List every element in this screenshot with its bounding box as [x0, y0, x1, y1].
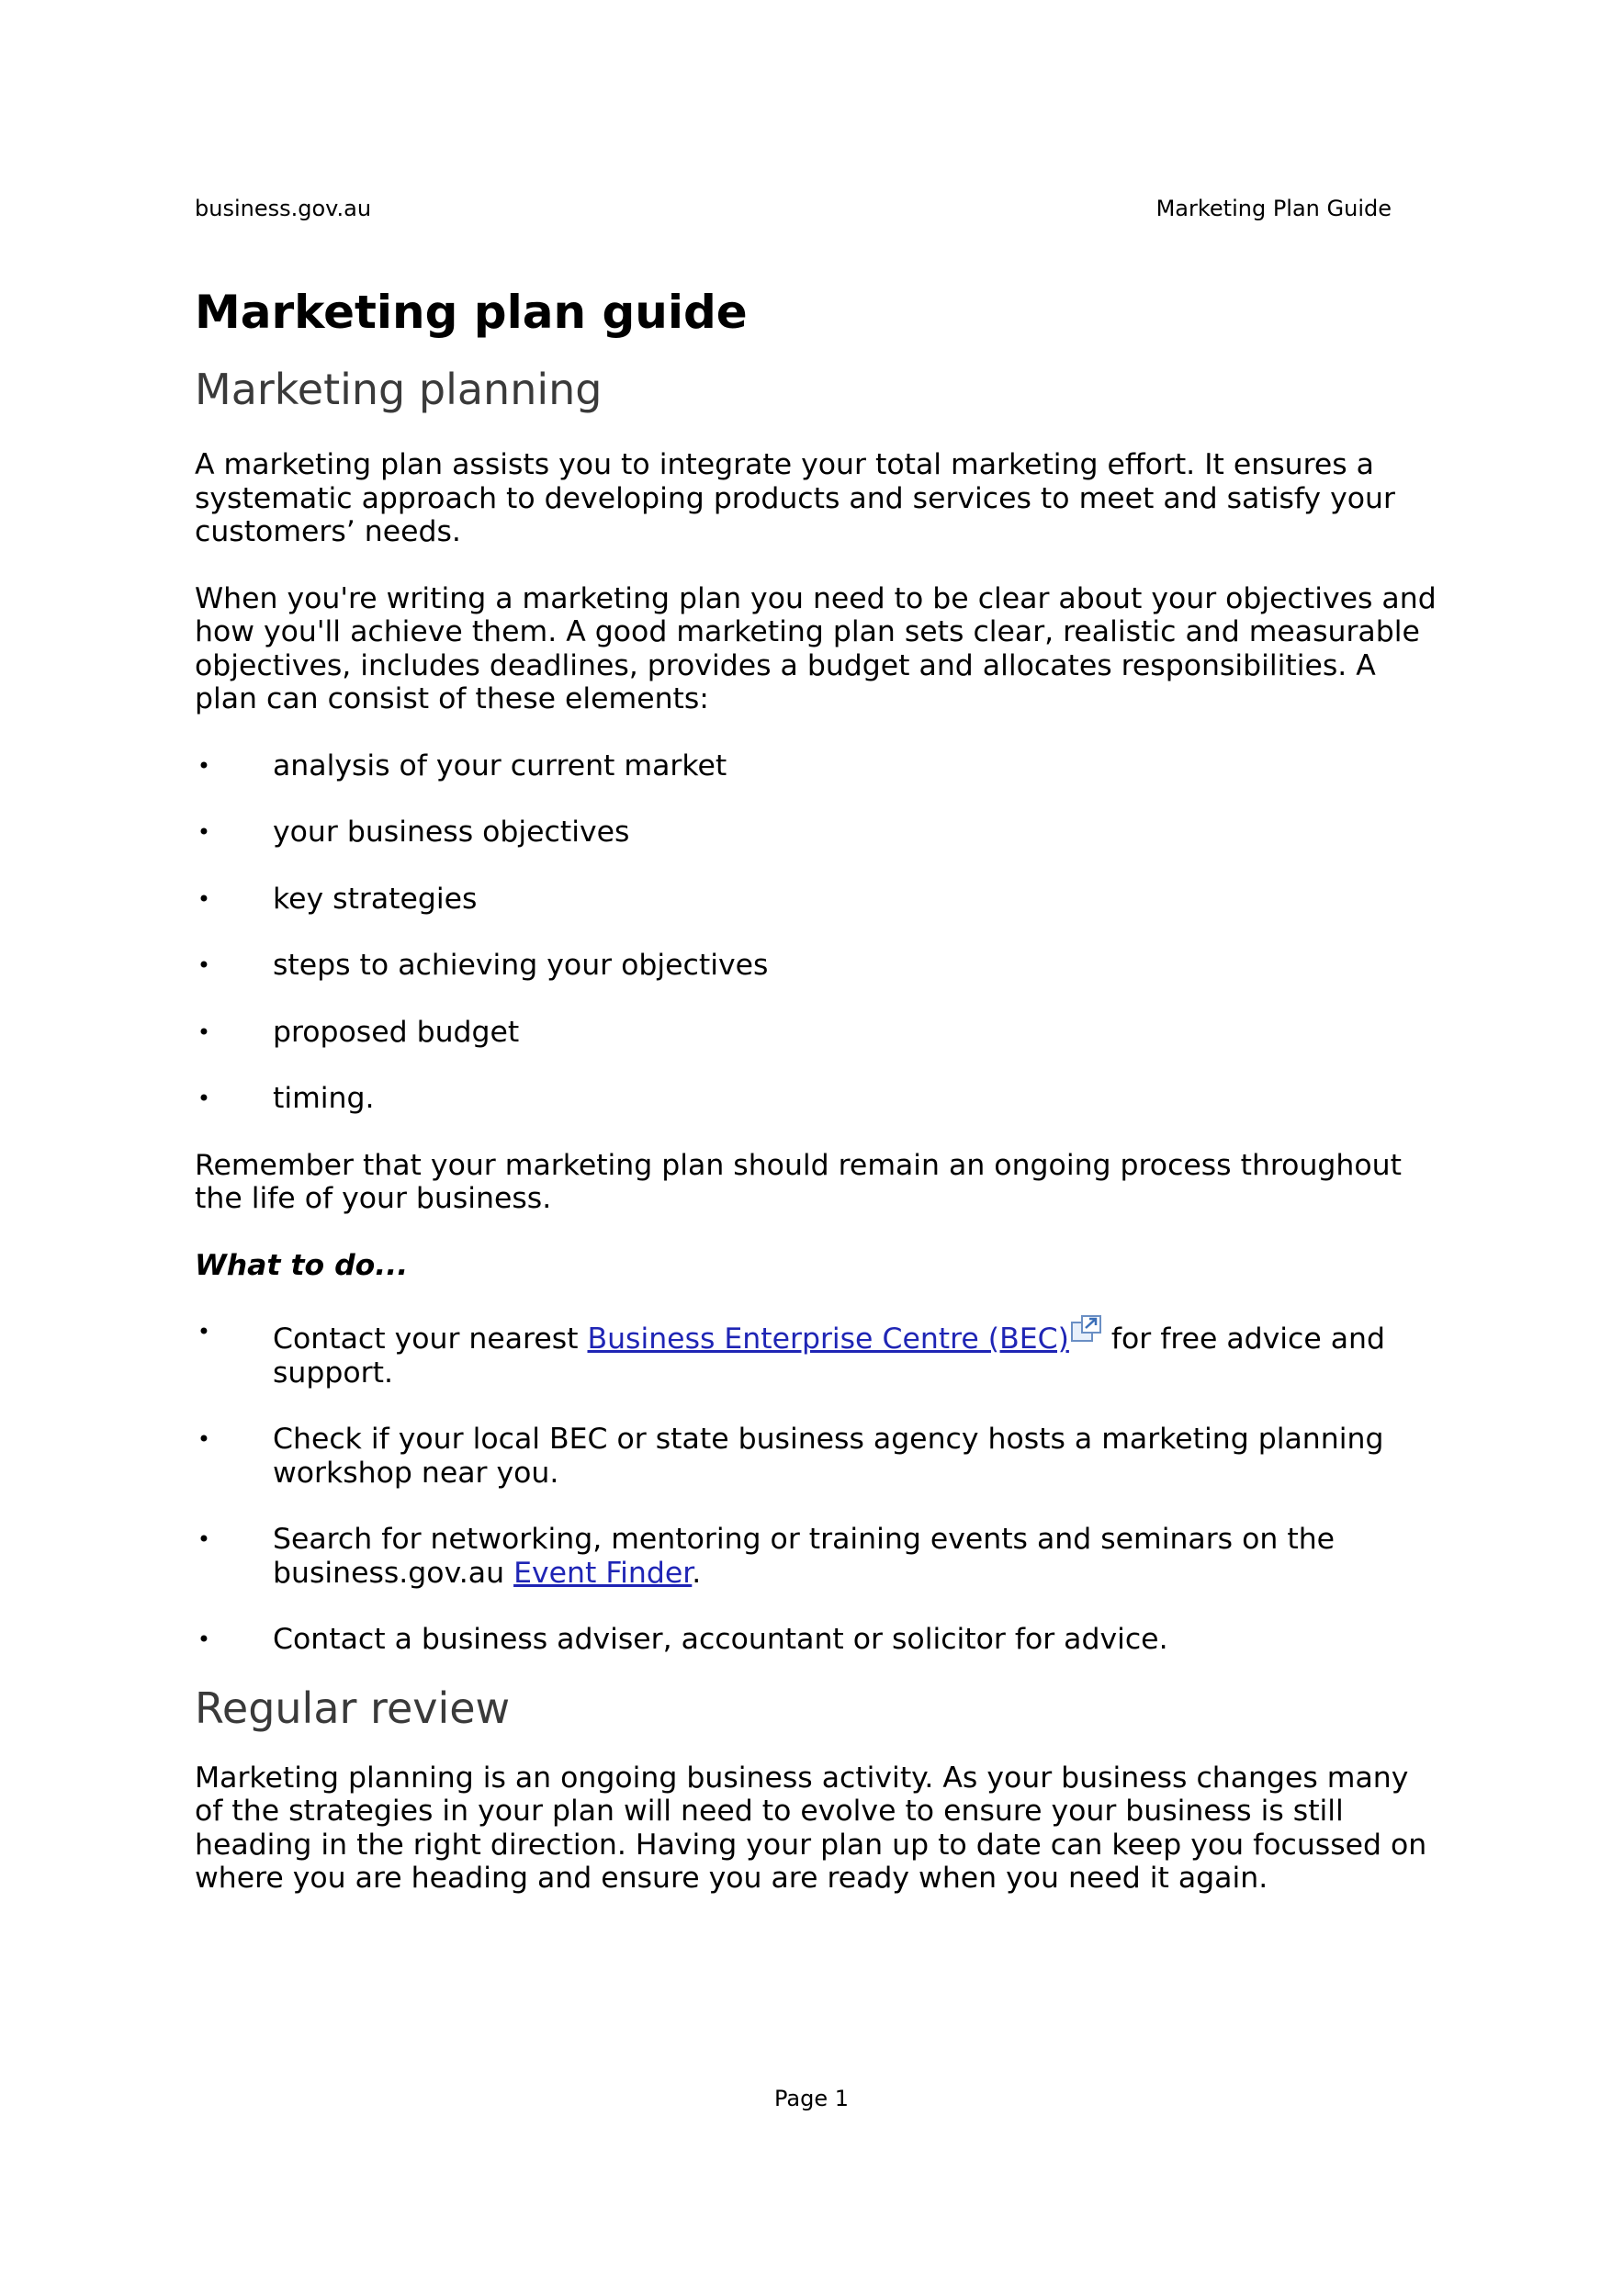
intro-paragraph: A marketing plan assists you to integrate your total marketing effort. It ensures a systematic approach to developing products and services to meet and satisfy your customers’ needs. — [195, 448, 1395, 548]
plan-elements-list — [195, 749, 1439, 1116]
bullet-icon: • — [197, 819, 211, 845]
section-heading-marketing-planning: Marketing planning — [195, 365, 603, 414]
page-number: Page 1 — [774, 2086, 849, 2111]
bullet-icon: • — [197, 752, 211, 779]
list-item: • key strategies — [195, 883, 1439, 917]
bullet-icon: • — [197, 1426, 211, 1452]
list-item: • Contact a business adviser, accountant or solicitor for advice. — [195, 1623, 1439, 1657]
event-finder-link[interactable]: Event Finder — [513, 1556, 693, 1590]
bullet-icon: • — [197, 1626, 211, 1652]
list-item: • timing. — [195, 1082, 1439, 1116]
list-item: • proposed budget — [195, 1016, 1439, 1050]
bullet-icon: • — [197, 1526, 211, 1552]
page-title: Marketing plan guide — [195, 286, 748, 339]
ongoing-process-paragraph: Remember that your marketing plan should remain an ongoing process throughout the life of your business. — [195, 1148, 1402, 1215]
section-heading-regular-review: Regular review — [195, 1683, 511, 1733]
document-body — [195, 285, 1439, 1896]
bullet-icon: • — [197, 1319, 211, 1345]
regular-review-paragraph: Marketing planning is an ongoing business activity. As your business changes many of the strategies in your plan will need to evolve to ensure your business is still heading in the right direction. Having your plan up to date can keep you focussed on where you are heading and ensure you are ready when you need it again. — [195, 1761, 1427, 1895]
header-site-name: business.gov.au — [195, 196, 372, 221]
bullet-icon: • — [197, 1086, 211, 1111]
bullet-icon: • — [197, 885, 211, 912]
what-to-do-heading: What to do... — [195, 1248, 409, 1282]
bec-link[interactable]: Business Enterprise Centre (BEC) — [587, 1322, 1069, 1356]
list-item: • steps to achieving your objectives — [195, 949, 1439, 983]
list-item: • Contact your nearest Business Enterprise Centre (BEC) for free advice and support. — [195, 1315, 1439, 1390]
header-document-title: Marketing Plan Guide — [1155, 196, 1392, 221]
what-to-do-list — [195, 1315, 1439, 1657]
objectives-paragraph: When you're writing a marketing plan you need to be clear about your objectives and how you'll achieve them. A good marketing plan sets clear, realistic and measurable objectives, includes deadlines, provides a budget and allocates responsibilities. A plan can consist of these elements: — [195, 581, 1437, 715]
bullet-icon: • — [197, 952, 211, 978]
bullet-icon: • — [197, 1019, 211, 1045]
list-item: • Check if your local BEC or state business agency hosts a marketing planning workshop near you. — [195, 1423, 1439, 1490]
list-item: • your business objectives — [195, 816, 1439, 850]
external-link-icon[interactable] — [1071, 1315, 1102, 1343]
list-item: • analysis of your current market — [195, 749, 1439, 783]
list-item: • Search for networking, mentoring or training events and seminars on the business.gov.au Event Finder. — [195, 1523, 1439, 1590]
